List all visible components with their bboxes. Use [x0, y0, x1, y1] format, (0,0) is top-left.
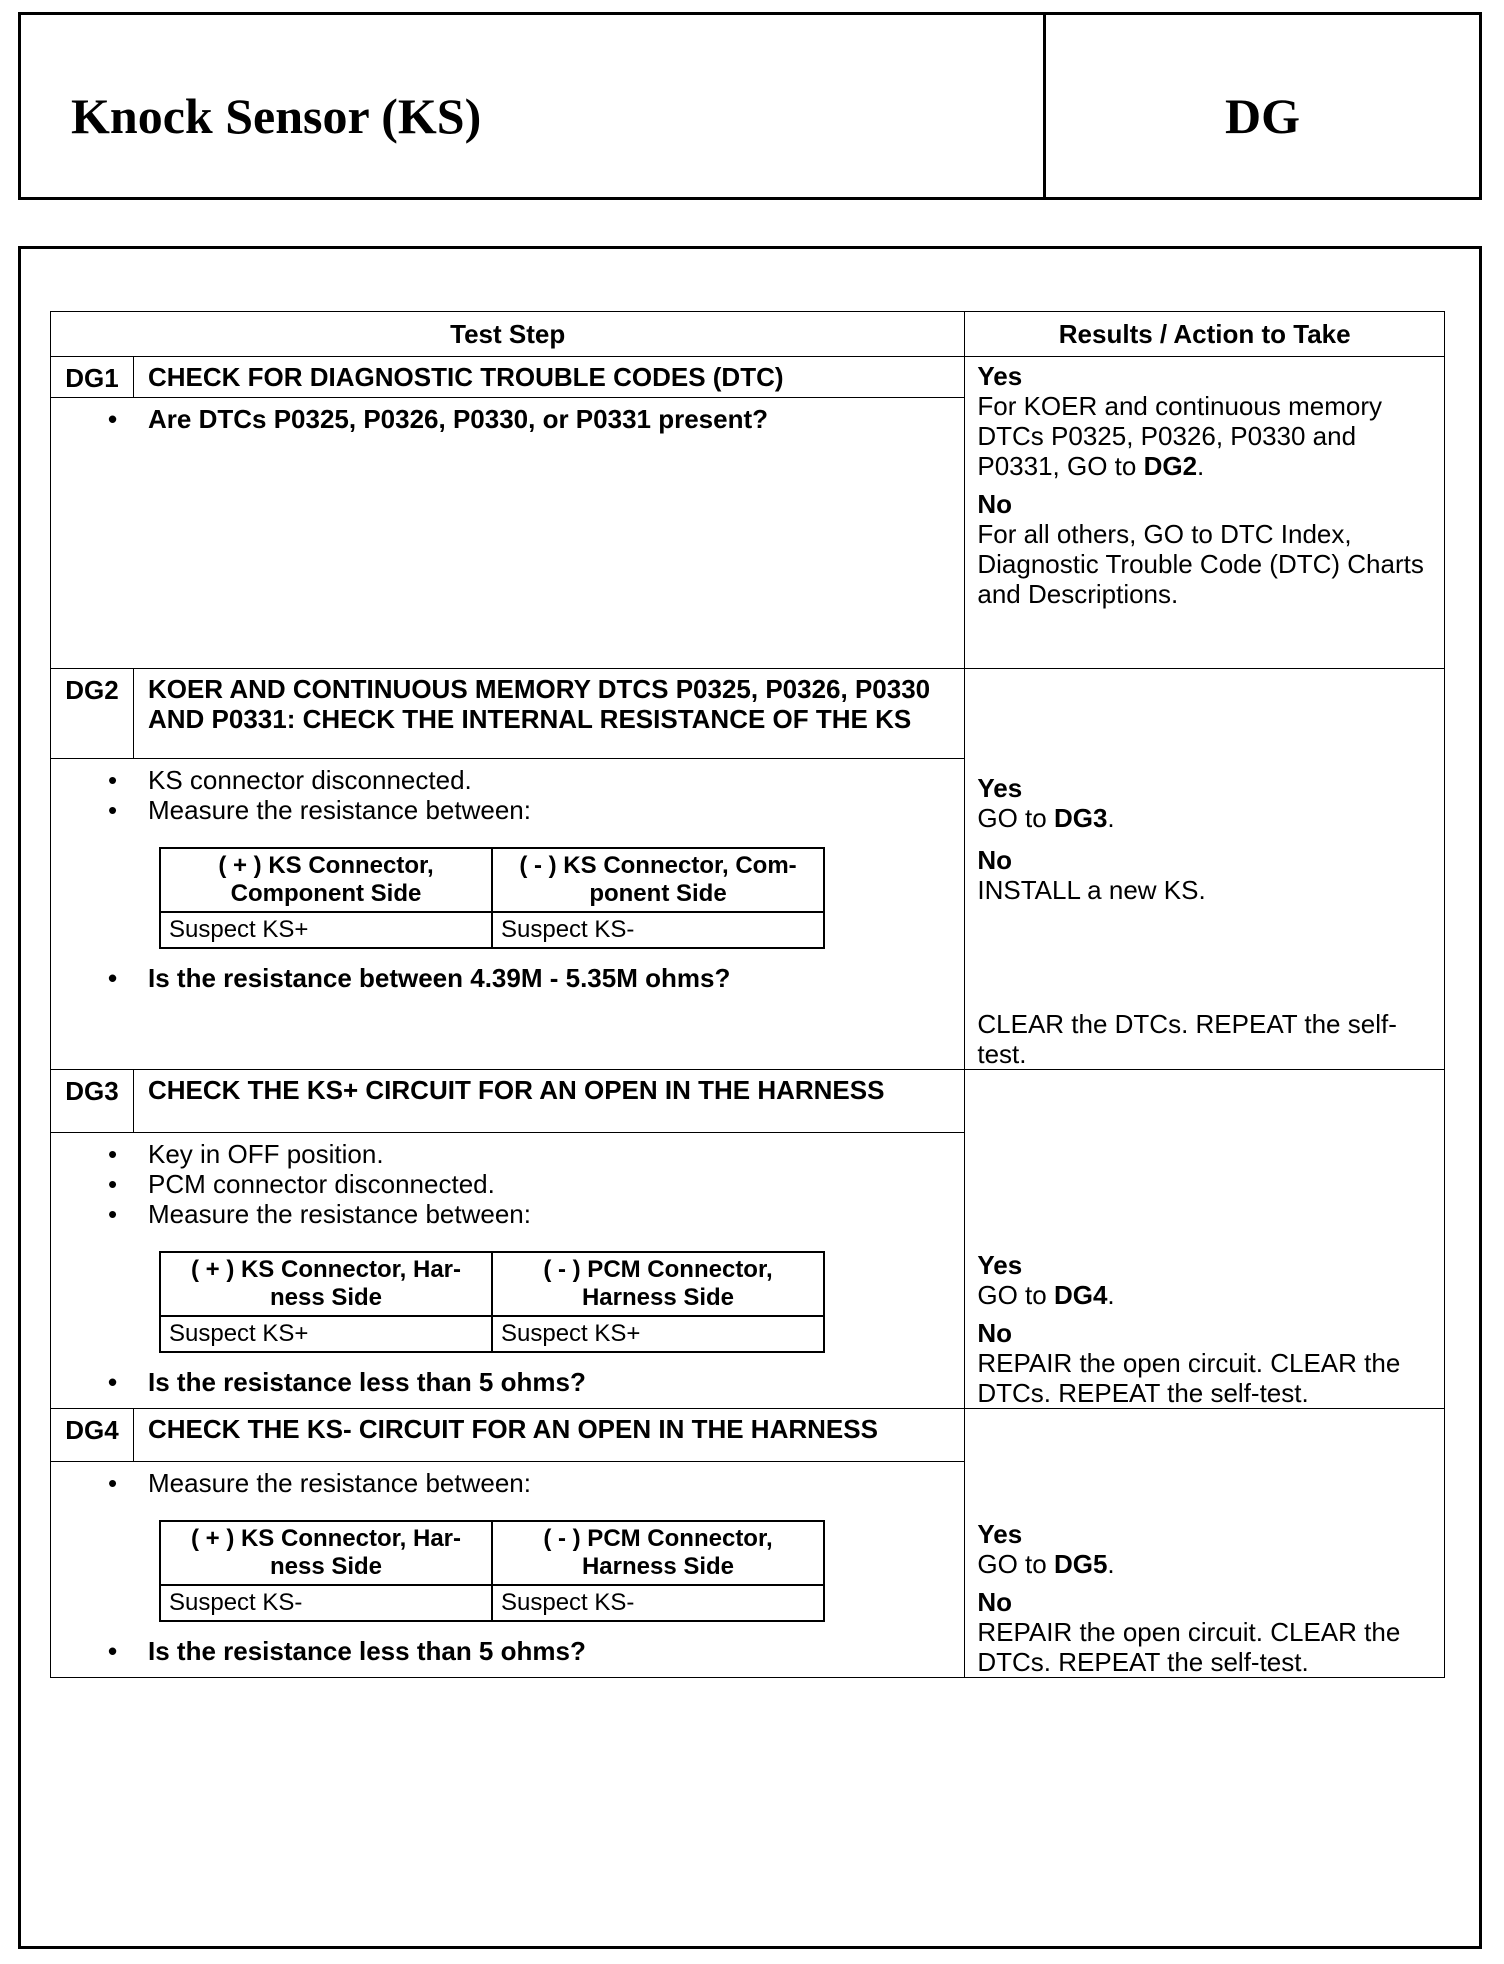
- step-title-row: [51, 357, 1445, 398]
- no-label: No: [977, 845, 1013, 875]
- step-question: • Is the resistance less than 5 ohms?: [148, 1636, 964, 1666]
- yes-goto-link[interactable]: DG5: [1053, 1549, 1108, 1579]
- yes-label: Yes: [977, 1519, 1023, 1549]
- measurement-header: ( + ) KS Connector, Component Side: [160, 848, 492, 912]
- test-step-table: [50, 311, 1445, 1678]
- measurement-header: ( - ) PCM Connector, Harness Side: [492, 1252, 824, 1316]
- no-text: INSTALL a new KS.: [977, 875, 1206, 905]
- measurement-value: Suspect KS+: [160, 1316, 492, 1352]
- extra-action: CLEAR the DTCs. REPEAT the self-test.: [977, 1009, 1397, 1069]
- step-id: DG2: [51, 669, 134, 759]
- yes-text: GO to: [977, 803, 1047, 833]
- measurement-table: [159, 1251, 825, 1353]
- measurement-value: Suspect KS-: [492, 912, 824, 948]
- step-results: Yes GO to DG3. No INSTALL a new KS. CLEAR the DTCs. REPEAT the self-test.: [965, 669, 1445, 1070]
- step-results: Yes For KOER and continuous memory DTCs P0325, P0326, P0330 and P0331, GO to DG2. No For all others, GO to DTC Index, Diagnostic Trouble Code (DTC) Charts and Descriptions.: [965, 357, 1445, 669]
- no-text: For all others, GO to DTC Index, Diagnostic Trouble Code (DTC) Charts and Descriptions.: [977, 519, 1424, 609]
- step-title: CHECK THE KS- CIRCUIT FOR AN OPEN IN THE HARNESS: [133, 1409, 964, 1462]
- step-body: [51, 398, 965, 669]
- col-header-results: Results / Action to Take: [965, 312, 1445, 357]
- step-title-row: [51, 1070, 1445, 1133]
- step-bullet: • Measure the resistance between:: [148, 795, 964, 825]
- step-body: [51, 759, 965, 1070]
- yes-goto-link[interactable]: DG3: [1053, 803, 1108, 833]
- page-title: Knock Sensor (KS): [71, 88, 482, 144]
- step-title-row: [51, 669, 1445, 759]
- step-results: Yes GO to DG5. No REPAIR the open circuit. CLEAR the DTCs. REPEAT the self-test.: [965, 1409, 1445, 1678]
- step-bullet: • Measure the resistance between:: [148, 1199, 964, 1229]
- yes-label: Yes: [977, 773, 1023, 803]
- step-title: CHECK THE KS+ CIRCUIT FOR AN OPEN IN THE HARNESS: [133, 1070, 964, 1133]
- measurement-value: Suspect KS-: [160, 1585, 492, 1621]
- measurement-value: Suspect KS-: [492, 1585, 824, 1621]
- measurement-header: ( + ) KS Connector, Har- ness Side: [160, 1521, 492, 1585]
- step-id: DG3: [51, 1070, 134, 1133]
- yes-goto-link[interactable]: DG4: [1053, 1280, 1108, 1310]
- measurement-header: ( + ) KS Connector, Har- ness Side: [160, 1252, 492, 1316]
- no-text: REPAIR the open circuit. CLEAR the DTCs. REPEAT the self-test.: [977, 1348, 1401, 1408]
- step-bullet: • Measure the resistance between:: [148, 1468, 964, 1498]
- page-header: [18, 12, 1482, 200]
- no-label: No: [977, 1318, 1013, 1348]
- step-question: • Is the resistance less than 5 ohms?: [148, 1367, 964, 1397]
- yes-text: GO to: [977, 1280, 1047, 1310]
- measurement-header: ( - ) KS Connector, Com- ponent Side: [492, 848, 824, 912]
- step-id: DG4: [51, 1409, 134, 1462]
- yes-text: GO to: [977, 1549, 1047, 1579]
- step-title: CHECK FOR DIAGNOSTIC TROUBLE CODES (DTC): [133, 357, 964, 398]
- step-results: Yes GO to DG4. No REPAIR the open circuit. CLEAR the DTCs. REPEAT the self-test.: [965, 1070, 1445, 1409]
- step-bullet: • PCM connector disconnected.: [148, 1169, 964, 1199]
- step-question: • Are DTCs P0325, P0326, P0330, or P0331 present?: [148, 404, 964, 434]
- step-id: DG1: [51, 357, 134, 398]
- no-text: REPAIR the open circuit. CLEAR the DTCs. REPEAT the self-test.: [977, 1617, 1401, 1677]
- step-title: KOER AND CONTINUOUS MEMORY DTCS P0325, P0326, P0330 AND P0331: CHECK THE INTERNAL RESISTANCE OF THE KS: [133, 669, 964, 759]
- measurement-header: ( - ) PCM Connector, Harness Side: [492, 1521, 824, 1585]
- measurement-table: [159, 1520, 825, 1622]
- no-label: No: [977, 489, 1013, 519]
- measurement-value: Suspect KS+: [492, 1316, 824, 1352]
- step-bullet: • Key in OFF position.: [148, 1139, 964, 1169]
- step-body: [51, 1462, 965, 1678]
- yes-text: For KOER and continuous memory DTCs P0325, P0326, P0330 and P0331, GO to: [977, 391, 1382, 481]
- section-code: DG: [1225, 88, 1300, 144]
- yes-goto-link[interactable]: DG2: [1143, 451, 1198, 481]
- yes-label: Yes: [977, 1250, 1023, 1280]
- col-header-test-step: Test Step: [51, 312, 965, 357]
- yes-label: Yes: [977, 361, 1023, 391]
- step-question: • Is the resistance between 4.39M - 5.35M ohms?: [148, 963, 964, 993]
- measurement-table: [159, 847, 825, 949]
- step-body: [51, 1133, 965, 1409]
- measurement-value: Suspect KS+: [160, 912, 492, 948]
- step-title-row: [51, 1409, 1445, 1462]
- no-label: No: [977, 1587, 1013, 1617]
- step-bullet: • KS connector disconnected.: [148, 765, 964, 795]
